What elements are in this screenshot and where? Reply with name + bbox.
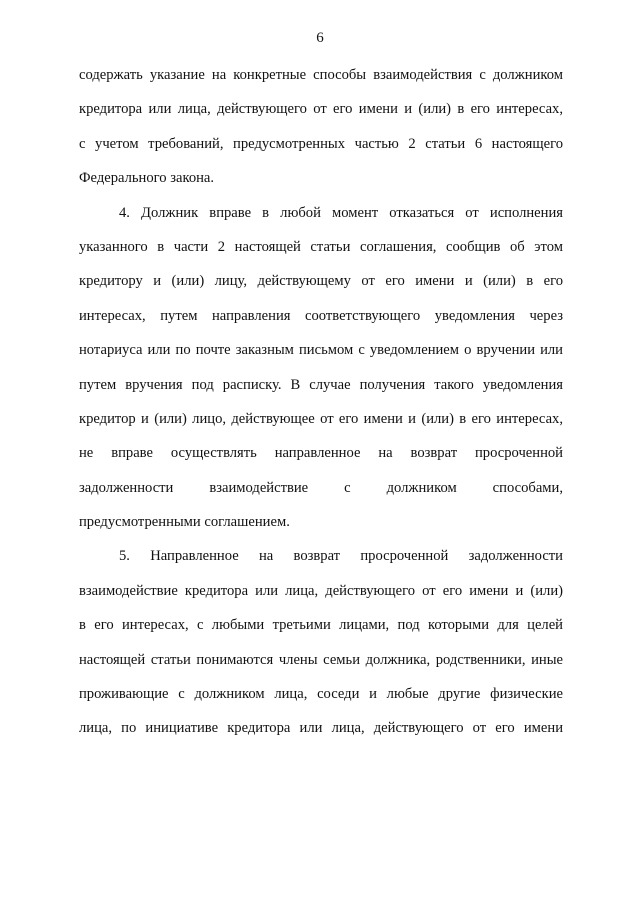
text-line: Федерального закона. [79,170,215,187]
text-line: настоящей статьи понимаются члены семьи должника, родственники, иные [79,651,563,668]
page-number: 6 [316,30,324,46]
text-line: кредитора или лица, действующего от его имени и (или) в его интересах, [79,101,563,118]
text-line: интересах, путем направления соответствующего уведомления через [79,307,563,324]
text-line: путем вручения под расписку. В случае получения такого уведомления [79,376,563,393]
text-line: кредитор и (или) лицо, действующее от его имени и (или) в его интересах, [79,410,563,427]
text-line: не вправе осуществлять направленное на возврат просроченной [79,445,563,462]
text-line: проживающие с должником лица, соседи и любые другие физические [79,686,563,703]
text-line: нотариуса или по почте заказным письмом с уведомлением о вручении или [79,342,563,359]
text-line: предусмотренными соглашением. [79,514,290,531]
text-line: задолженности взаимодействие с должником способами, [79,479,563,496]
text-line: взаимодействие кредитора или лица, действующего от его имени и (или) [79,582,563,599]
text-line: 4. Должник вправе в любой момент отказаться от исполнения [119,204,563,221]
text-line: с учетом требований, предусмотренных частью 2 статьи 6 настоящего [79,135,563,152]
text-line: лица, по инициативе кредитора или лица, действующего от его имени [79,720,563,737]
body-text [79,64,563,752]
text-line: 5. Направленное на возврат просроченной задолженности [119,548,563,565]
text-line: указанного в части 2 настоящей статьи соглашения, сообщив об этом [79,238,563,255]
text-line: в его интересах, с любыми третьими лицами, под которыми для целей [79,617,563,634]
text-line: содержать указание на конкретные способы взаимодействия с должником [79,67,563,83]
text-line: кредитору и (или) лицу, действующему от его имени и (или) в его [79,273,563,290]
